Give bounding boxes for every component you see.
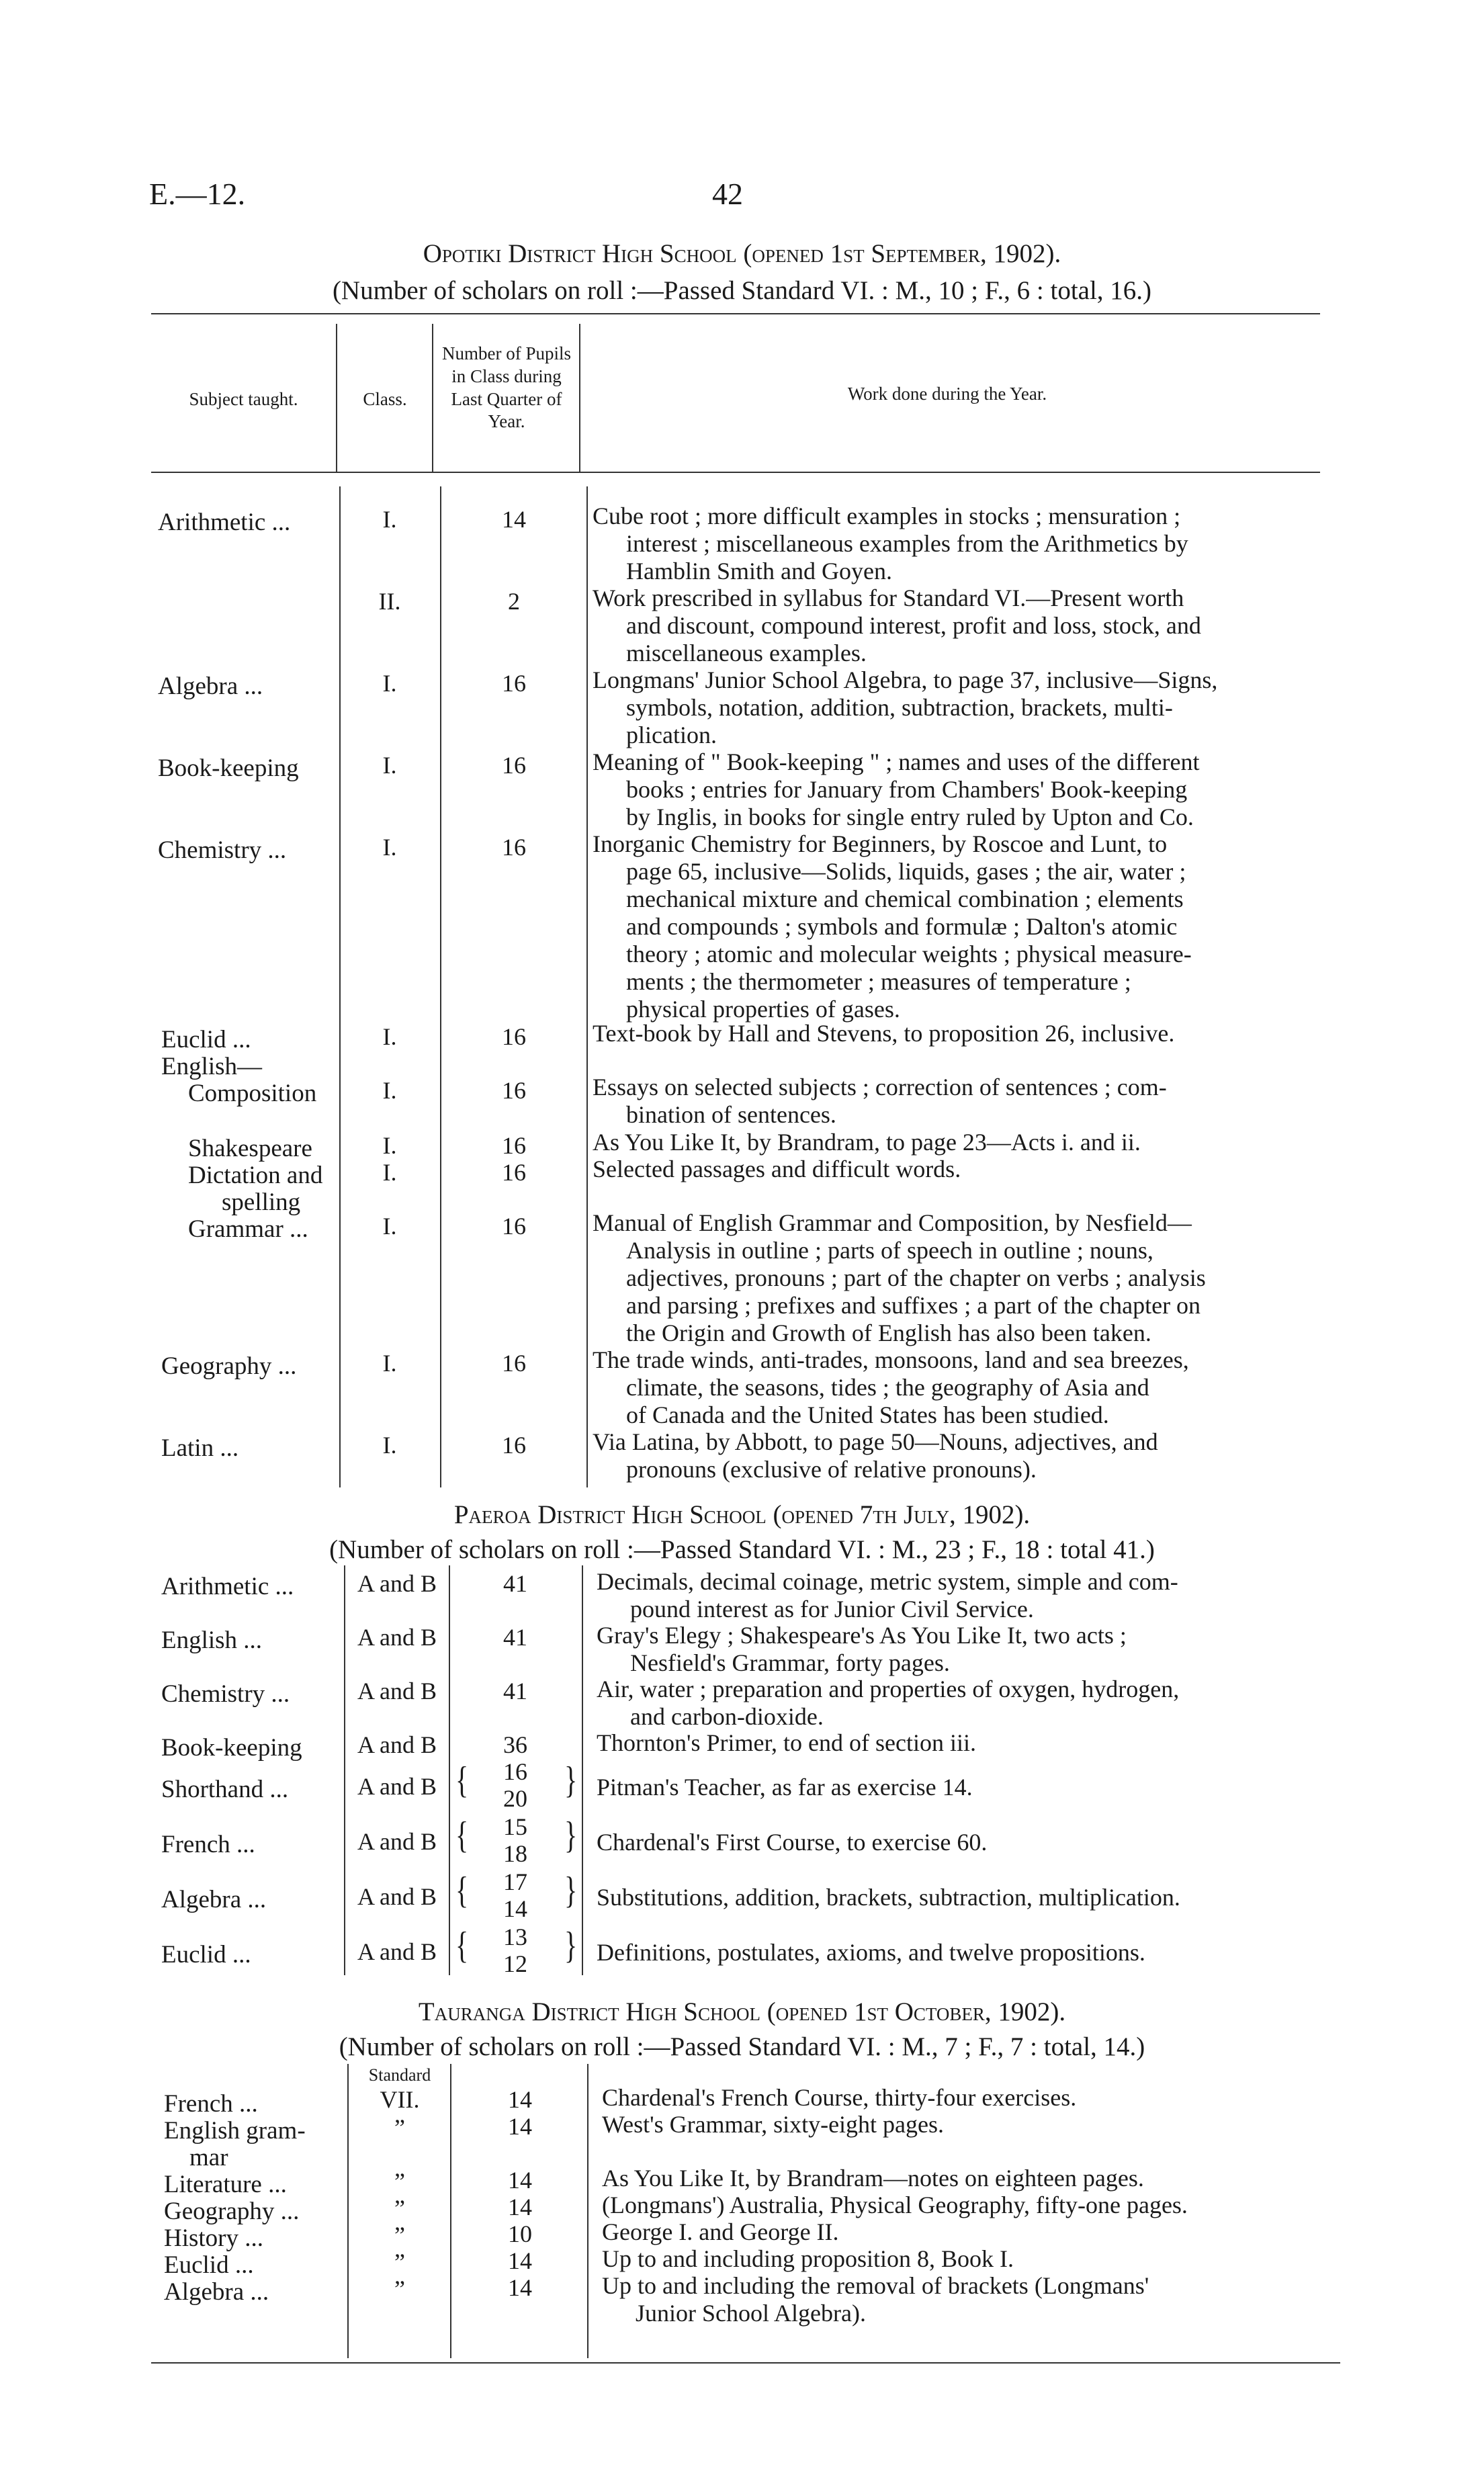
page-number: 42	[712, 177, 743, 211]
class: A and B	[357, 1883, 437, 1910]
subject: History ...	[164, 2224, 263, 2252]
pupil-count: 16	[502, 752, 526, 779]
class: I.	[382, 1159, 397, 1186]
column-divider	[587, 2064, 588, 2358]
work-done: Via Latina, by Abbott, to page 50—Nouns, adjectives, and pronouns (exclusive of relative pronouns).	[593, 1428, 1158, 1483]
paeroa-roll: (Number of scholars on roll :—Passed Standard VI. : M., 23 ; F., 18 : total 41.)	[329, 1535, 1155, 1564]
column-divider	[339, 486, 341, 1487]
subject: Algebra ...	[161, 1886, 267, 1913]
class-ditto: ”	[394, 2249, 405, 2276]
work-done: Longmans' Junior School Algebra, to page 37, inclusive—Signs, symbols, notation, addition, subtraction, brackets, multi- plication.	[593, 666, 1218, 748]
class: I.	[382, 752, 397, 779]
subject: Euclid ...	[164, 2251, 254, 2279]
pupil-count: 16	[502, 1159, 526, 1186]
class: VII.	[380, 2086, 420, 2113]
opotiki-roll: (Number of scholars on roll :—Passed Standard VI. : M., 10 ; F., 6 : total, 16.)	[332, 276, 1152, 305]
subject: Euclid ...	[161, 1026, 251, 1053]
header-bottom-rule	[151, 472, 1320, 473]
column-divider	[440, 486, 441, 1487]
work-done: Cube root ; more difficult examples in stocks ; mensuration ; interest ; miscellaneous examples from the Arithmetics by Hamblin Smith and Goyen.	[593, 503, 1188, 585]
subject: Euclid ...	[161, 1941, 251, 1968]
work-done: Essays on selected subjects ; correction of sentences ; com- bination of sentences.	[593, 1074, 1167, 1128]
class: I.	[382, 1023, 397, 1050]
subject: French ...	[164, 2090, 258, 2118]
right-brace: }	[564, 1868, 578, 1911]
subject: Dictation and	[188, 1162, 323, 1189]
header-divider	[432, 324, 433, 472]
subject: Algebra ...	[158, 673, 263, 700]
class-ditto: ”	[394, 2114, 405, 2141]
pupil-count: 41	[503, 1624, 527, 1651]
subject: English ...	[161, 1627, 263, 1654]
left-brace: {	[455, 1813, 469, 1856]
table-top-rule	[151, 313, 1320, 314]
work-done: Air, water ; preparation and properties of oxygen, hydrogen, and carbon-dioxide.	[597, 1676, 1180, 1730]
pupil-count-second: 20	[503, 1785, 527, 1812]
pupil-count: 2	[508, 588, 520, 615]
column-divider	[582, 1565, 583, 1975]
pupil-count: 14	[508, 2194, 532, 2220]
pupil-count: 14	[508, 2274, 532, 2301]
pupil-count: 16	[502, 1350, 526, 1377]
class: I.	[382, 1077, 397, 1104]
class: I.	[382, 1132, 397, 1159]
pupil-count: 16	[502, 670, 526, 697]
class: A and B	[357, 1570, 437, 1597]
work-done: Inorganic Chemistry for Beginners, by Roscoe and Lunt, to page 65, inclusive—Solids, liquids, gases ; the air, water ; mechanical mixture and chemical combination ; elements and compounds ; symbols and formulæ ; Dalton's atomic theory ; atomic and molecular weights ; physical measure- ments ; the thermometer ; measures of temperature ; physical properties of gases.	[593, 830, 1192, 1023]
work-done: George I. and George II.	[602, 2218, 839, 2245]
right-brace: }	[564, 1758, 578, 1801]
column-divider	[347, 2064, 349, 2358]
work-done: Work prescribed in syllabus for Standard VI.—Present worth and discount, compound interest, profit and loss, stock, and miscellaneous examples.	[593, 585, 1201, 666]
subject: Arithmetic ...	[158, 509, 291, 536]
class-ditto: ”	[394, 2195, 405, 2222]
pupil-count: 41	[503, 1570, 527, 1597]
subject: Chemistry ...	[161, 1680, 290, 1708]
work-done: Gray's Elegy ; Shakespeare's As You Like It, two acts ; Nesfield's Grammar, forty pages.	[597, 1622, 1127, 1676]
work-done: Substitutions, addition, brackets, subtraction, multiplication.	[597, 1884, 1180, 1911]
subject: English gram-	[164, 2117, 306, 2145]
right-brace: }	[564, 1923, 578, 1966]
pupil-count: 14	[502, 506, 526, 533]
tauranga-roll: (Number of scholars on roll :—Passed Standard VI. : M., 7 ; F., 7 : total, 14.)	[339, 2032, 1145, 2061]
work-done: Chardenal's First Course, to exercise 60.	[597, 1829, 988, 1856]
subject: Geography ...	[161, 1352, 297, 1380]
work-done: (Longmans') Australia, Physical Geography, fifty-one pages.	[602, 2192, 1188, 2218]
column-divider	[449, 1565, 450, 1975]
pupil-count: 41	[503, 1678, 527, 1704]
subject: spelling	[222, 1188, 301, 1216]
subject: French ...	[161, 1831, 255, 1858]
class-ditto: ”	[394, 2276, 405, 2302]
class: I.	[382, 1213, 397, 1240]
left-brace: {	[455, 1923, 469, 1966]
class-ditto: ”	[394, 2168, 405, 2195]
pupil-count: 14	[508, 2167, 532, 2194]
pupil-count: 16	[502, 834, 526, 861]
left-brace: {	[455, 1758, 469, 1801]
subject: Algebra ...	[164, 2278, 269, 2306]
subject: Composition	[188, 1080, 317, 1107]
right-brace: }	[564, 1813, 578, 1856]
work-done: Decimals, decimal coinage, metric system, simple and com- pound interest as for Junior Civil Service.	[597, 1568, 1178, 1622]
class: I.	[382, 506, 397, 533]
subject: English—	[161, 1053, 263, 1080]
pupil-count: 16	[502, 1132, 526, 1159]
pupil-count: 14	[508, 2247, 532, 2274]
subject: mar	[189, 2144, 228, 2171]
work-done: Pitman's Teacher, as far as exercise 14.	[597, 1774, 973, 1801]
pupil-count: 17	[503, 1868, 527, 1895]
column-divider	[586, 486, 588, 1487]
work-done: Definitions, postulates, axioms, and twelve propositions.	[597, 1939, 1145, 1966]
paeroa-title: Paeroa District High School (opened 7th July, 1902).	[453, 1500, 1031, 1529]
pupil-count: 16	[503, 1758, 527, 1785]
subject: Shorthand ...	[161, 1776, 289, 1803]
work-done: As You Like It, by Brandram, to page 23—Acts i. and ii.	[593, 1129, 1141, 1156]
work-done: Chardenal's French Course, thirty-four exercises.	[602, 2084, 1077, 2111]
pupil-count-second: 14	[503, 1895, 527, 1922]
pupil-count-second: 18	[503, 1840, 527, 1867]
pupil-count: 10	[508, 2220, 532, 2247]
subject: Grammar ...	[188, 1215, 308, 1243]
class-ditto: ”	[394, 2222, 405, 2249]
pupil-count: 14	[508, 2086, 532, 2113]
column-header-subject: Subject taught.	[189, 389, 298, 409]
subject: Latin ...	[161, 1434, 239, 1462]
subject: Arithmetic ...	[161, 1573, 294, 1600]
work-done: As You Like It, by Brandram—notes on eighteen pages.	[602, 2165, 1144, 2192]
class: A and B	[357, 1773, 437, 1800]
subject: Book-keeping	[158, 754, 299, 782]
standard-label: Standard	[368, 2065, 431, 2085]
work-done: West's Grammar, sixty-eight pages.	[602, 2111, 945, 2138]
work-done: Up to and including proposition 8, Book I.	[602, 2245, 1014, 2272]
pupil-count: 36	[503, 1731, 527, 1758]
class: I.	[382, 1432, 397, 1459]
header-divider	[336, 324, 337, 472]
class: II.	[378, 588, 401, 615]
subject: Shakespeare	[188, 1135, 312, 1162]
pupil-count: 15	[503, 1813, 527, 1840]
subject: Geography ...	[164, 2198, 300, 2225]
work-done: Up to and including the removal of brackets (Longmans' Junior School Algebra).	[602, 2272, 1149, 2327]
work-done: Selected passages and difficult words.	[593, 1156, 961, 1182]
class: I.	[382, 834, 397, 861]
class: A and B	[357, 1624, 437, 1651]
subject: Book-keeping	[161, 1734, 302, 1762]
column-divider	[450, 2064, 451, 2358]
class: A and B	[357, 1938, 437, 1965]
pupil-count: 13	[503, 1923, 527, 1950]
class: I.	[382, 1350, 397, 1377]
column-header-class: Class.	[363, 389, 407, 409]
header-divider	[579, 324, 580, 472]
class: A and B	[357, 1828, 437, 1855]
pupil-count: 16	[502, 1023, 526, 1050]
column-header-number: Number of Pupils in Class during Last Quarter of Year.	[442, 343, 571, 432]
class: A and B	[357, 1731, 437, 1758]
subject: Literature ...	[164, 2171, 287, 2198]
pupil-count: 16	[502, 1432, 526, 1459]
work-done: Thornton's Primer, to end of section iii.	[597, 1729, 976, 1756]
subject: Chemistry ...	[158, 836, 287, 864]
page-reference: E.—12.	[149, 177, 246, 211]
left-brace: {	[455, 1868, 469, 1911]
opotiki-title: Opotiki District High School (opened 1st September, 1902).	[423, 239, 1061, 268]
class: I.	[382, 670, 397, 697]
work-done: Text-book by Hall and Stevens, to proposition 26, inclusive.	[593, 1020, 1175, 1047]
table-bottom-rule	[151, 2362, 1340, 2364]
work-done: The trade winds, anti-trades, monsoons, land and sea breezes, climate, the seasons, tides ; the geography of Asia and of Canada and the United States has been studied.	[593, 1346, 1189, 1428]
work-done: Manual of English Grammar and Composition, by Nesfield— Analysis in outline ; parts of speech in outline ; nouns, adjectives, pronouns ; part of the chapter on verbs ; analysis and parsing ; prefixes and suffixes ; a part of the chapter on the Origin and Growth of English has also been taken.	[593, 1209, 1206, 1346]
tauranga-title: Tauranga District High School (opened 1st October, 1902).	[418, 1997, 1066, 2026]
column-divider	[344, 1565, 345, 1975]
pupil-count: 16	[502, 1077, 526, 1104]
class: A and B	[357, 1678, 437, 1704]
pupil-count-second: 12	[503, 1950, 527, 1977]
pupil-count: 16	[502, 1213, 526, 1240]
column-header-work: Work done during the Year.	[847, 384, 1047, 404]
pupil-count: 14	[508, 2113, 532, 2140]
work-done: Meaning of " Book-keeping " ; names and uses of the different books ; entries for January from Chambers' Book-keeping by Inglis, in books for single entry ruled by Upton and Co.	[593, 748, 1200, 830]
